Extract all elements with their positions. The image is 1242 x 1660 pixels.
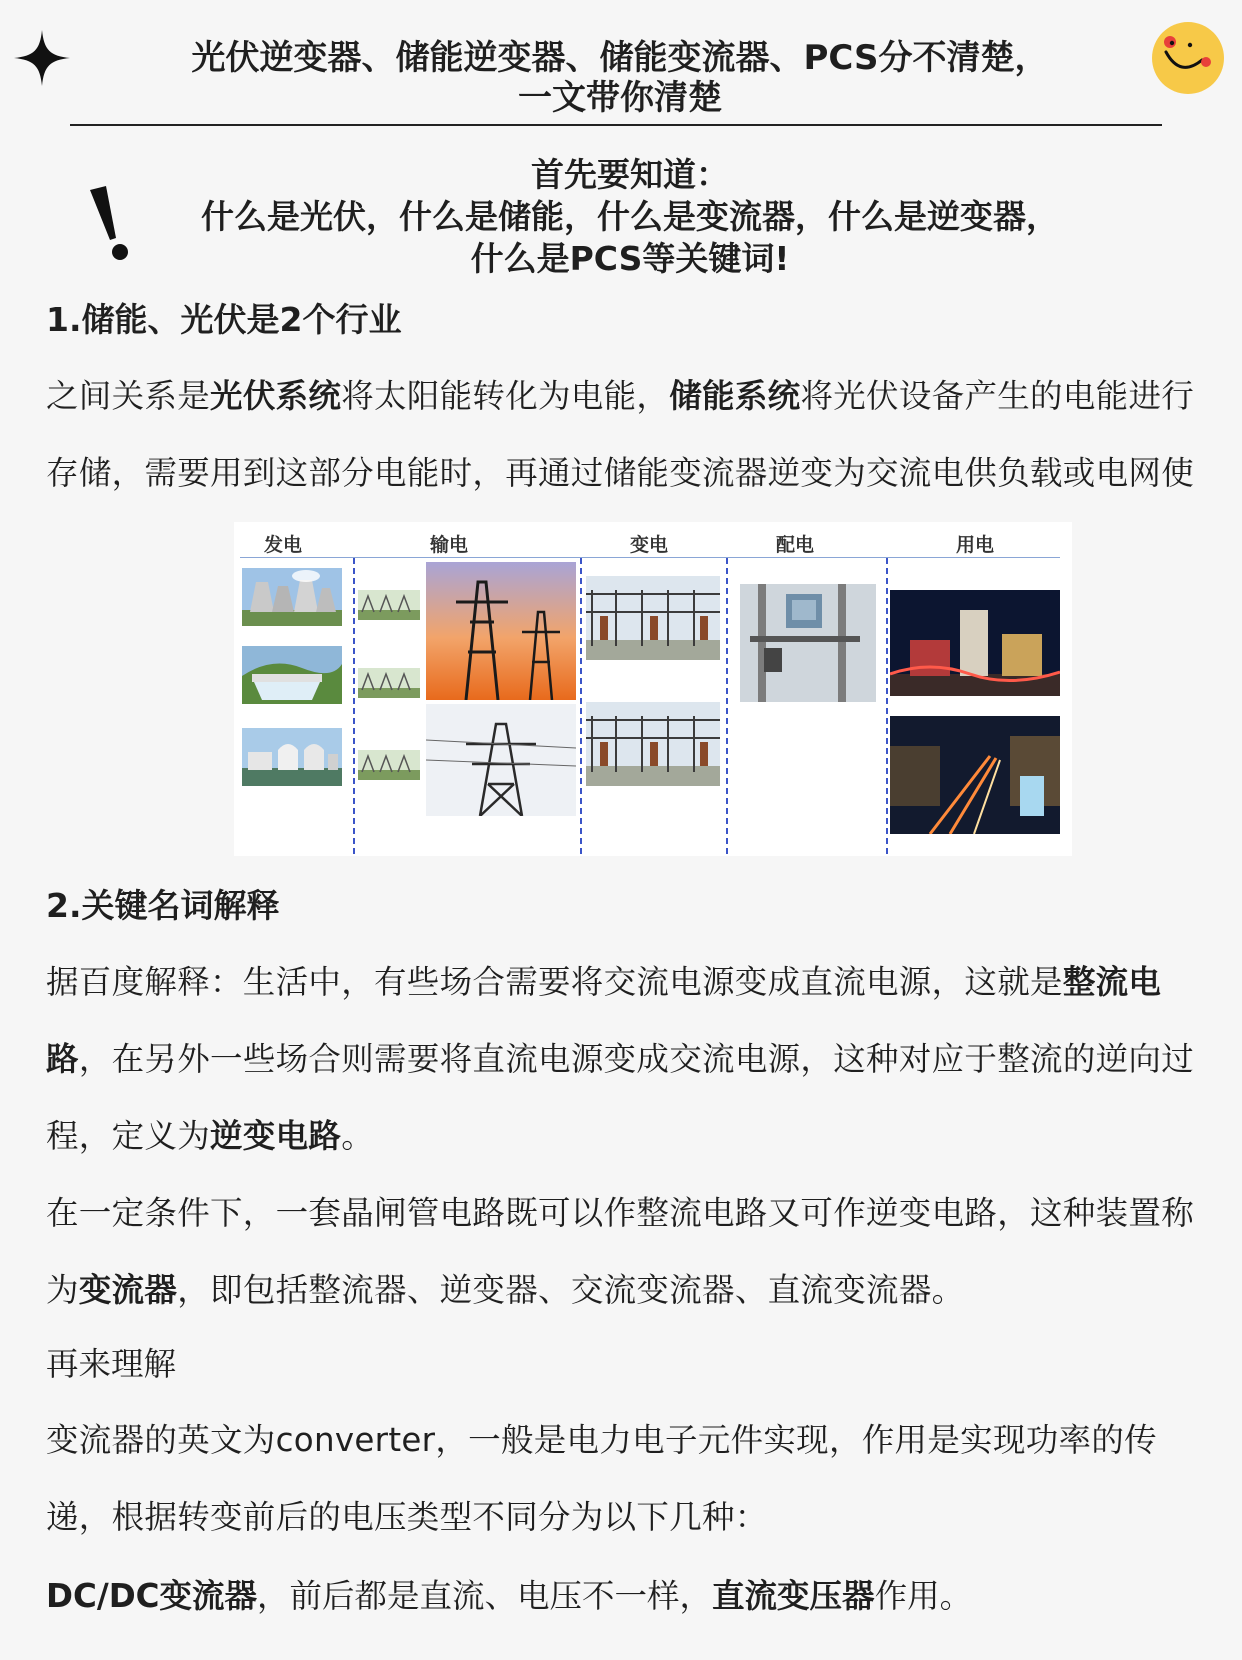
section-2-paragraph-5	[46, 1576, 972, 1616]
small-substation-photo	[358, 668, 420, 698]
column-divider	[580, 558, 582, 854]
figure-col-consumption: 用电	[956, 534, 995, 556]
notice-line-2: 什么是光伏，什么是储能，什么是变流器，什么是逆变器，	[201, 197, 1059, 236]
page-title	[140, 38, 1100, 118]
text-run: ，前后都是直流、电压不一样，	[257, 1577, 713, 1615]
text-run: ，在另外一些场合则需要将直流电源变成交流电源，这种对应于整流的逆向过程，定义为	[46, 1040, 1195, 1155]
text-run: 将光伏设备产生的电能进行存储，需要用到这部分电能时，再通过储能变流器逆变为交流电供负载或电网使	[46, 377, 1195, 492]
pole-transformer-photo	[740, 584, 876, 702]
bold-term-storage-system: 储能系统	[669, 377, 801, 415]
section-1-heading: 1.储能、光伏是2个行业	[46, 300, 402, 339]
text-run: ，即包括整流器、逆变器、交流变流器、直流变流器。	[177, 1271, 965, 1309]
steel-pylon-photo	[426, 704, 576, 816]
substation-photo	[586, 702, 720, 786]
column-divider	[353, 558, 355, 854]
bold-term-inverter-circuit: 逆变电路	[210, 1117, 342, 1155]
section-1-paragraph	[46, 358, 1206, 512]
bold-term-converter: 变流器	[78, 1271, 178, 1309]
figure-col-substation: 变电	[630, 534, 669, 556]
city-lights-photo	[890, 716, 1060, 834]
section-2-paragraph-3: 再来理解	[46, 1345, 177, 1383]
small-substation-photo	[358, 750, 420, 780]
exclamation-icon	[86, 186, 136, 266]
title-divider	[70, 124, 1162, 126]
text-run: 在一定条件下，一套晶闸管电路既可以作整流电路又可作逆变电路，这种装置称为	[46, 1194, 1195, 1309]
section-2-paragraph-4: 变流器的英文为converter，一般是电力电子元件实现，作用是实现功率的传递，根据转变前后的电压类型不同分为以下几种：	[46, 1421, 1157, 1536]
cooling-towers-photo	[242, 568, 342, 626]
bold-term-dc-transformer: 直流变压器	[712, 1577, 875, 1615]
notice-line-3: 什么是PCS等关键词!	[470, 239, 790, 278]
figure-header-rule	[240, 557, 1060, 558]
figure-col-distribution: 配电	[776, 534, 815, 556]
bold-term-rectifier-circuit: 整流电路	[46, 963, 1162, 1078]
city-night-photo	[890, 590, 1060, 696]
title-line-1: 光伏逆变器、储能逆变器、储能变流器、PCS分不清楚，	[191, 38, 1049, 78]
power-grid-figure	[234, 522, 1072, 856]
bold-term-pv-system: 光伏系统	[210, 377, 342, 415]
section-2-paragraph-1	[46, 944, 1206, 1175]
section-2-heading: 2.关键名词解释	[46, 886, 280, 925]
bold-term-dcdc-converter: DC/DC变流器	[46, 1577, 258, 1615]
text-run: 。	[341, 1117, 375, 1155]
text-run: 之间关系是	[46, 377, 211, 415]
figure-col-generation: 发电	[264, 534, 303, 556]
column-divider	[886, 558, 888, 854]
hydro-dam-photo	[242, 646, 342, 704]
section-2-paragraph-2	[46, 1175, 1206, 1329]
small-substation-photo	[358, 590, 420, 620]
smiley-face-icon	[1150, 20, 1226, 96]
substation-photo	[586, 576, 720, 660]
text-run: 据百度解释：生活中，有些场合需要将交流电源变成直流电源，这就是	[46, 963, 1063, 1001]
title-line-2: 一文带你清楚	[518, 78, 722, 118]
sunset-pylons-photo	[426, 562, 576, 700]
column-divider	[726, 558, 728, 854]
sparkle-icon	[12, 28, 72, 88]
notice-block	[150, 154, 1110, 280]
text-run: 作用。	[874, 1577, 973, 1615]
figure-col-transmission: 输电	[430, 534, 469, 556]
notice-line-1: 首先要知道：	[531, 155, 729, 194]
nuclear-plant-photo	[242, 728, 342, 786]
text-run: 将太阳能转化为电能，	[341, 377, 670, 415]
